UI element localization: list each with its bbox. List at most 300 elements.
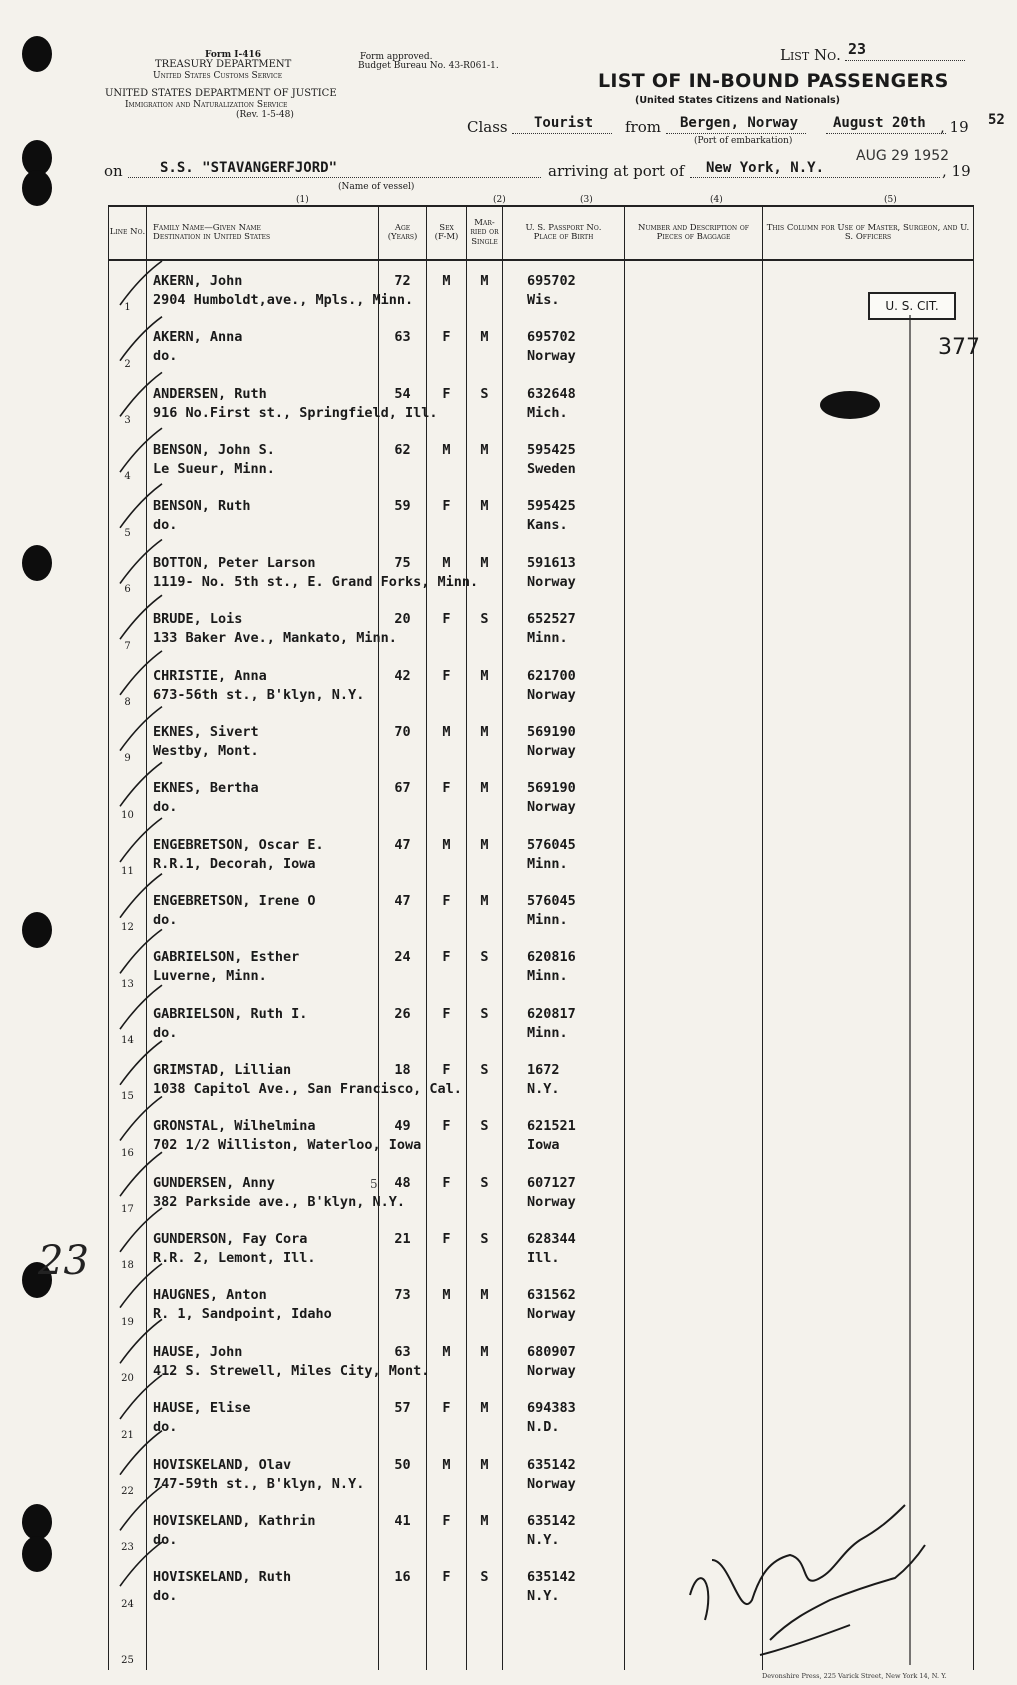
baggage-cell	[625, 656, 763, 712]
arrival-port: New York, N.Y.	[706, 160, 825, 176]
passenger-age	[379, 1388, 427, 1444]
age-value: 54	[394, 385, 411, 402]
place-of-birth: N.Y.	[527, 1588, 560, 1605]
table-row	[109, 1332, 974, 1388]
vessel-name: S.S. "STAVANGERFJORD"	[160, 160, 338, 176]
age-value: 42	[394, 667, 411, 684]
passport-cell	[503, 994, 625, 1050]
table-row	[109, 1557, 974, 1613]
class-line	[512, 133, 612, 134]
passport-number: 591613	[527, 554, 576, 571]
age-value: 21	[394, 1231, 411, 1248]
class-label: Class	[467, 118, 508, 136]
passenger-sex	[427, 768, 467, 824]
place-of-birth: Norway	[527, 742, 576, 759]
passenger-marital-status	[467, 1163, 503, 1219]
passenger-sex	[427, 543, 467, 599]
sex-value: M	[442, 442, 451, 459]
list-number-line	[845, 60, 965, 61]
line-number-value: 21	[121, 1429, 134, 1441]
passenger-age	[379, 317, 427, 373]
passenger-sex	[427, 656, 467, 712]
sex-value: F	[442, 1512, 451, 1529]
baggage-cell	[625, 937, 763, 993]
passenger-marital-status	[467, 1388, 503, 1444]
punch-hole	[22, 545, 52, 581]
passenger-marital-status	[467, 881, 503, 937]
table-row	[109, 825, 974, 881]
marital-value: S	[480, 1231, 489, 1248]
age-value: 20	[394, 611, 411, 628]
line-number	[109, 1275, 147, 1331]
passport-cell	[503, 1388, 625, 1444]
passenger-destination: do.	[153, 1588, 178, 1605]
passenger-age	[379, 1219, 427, 1275]
column-number-2: (2)	[493, 195, 506, 205]
port-line	[666, 133, 806, 134]
place-of-birth: Norway	[527, 686, 576, 703]
line-number	[109, 1332, 147, 1388]
passenger-marital-status	[467, 260, 503, 317]
header-passport-sub: Place of Birth	[533, 232, 594, 242]
baggage-cell	[625, 260, 763, 317]
passenger-sex	[427, 374, 467, 430]
header-line-no: Line No.	[109, 206, 147, 260]
table-row	[109, 430, 974, 486]
passenger-age	[379, 712, 427, 768]
arrival-year-prefix: , 19	[942, 162, 971, 180]
line-number	[109, 881, 147, 937]
line-number-value: 25	[121, 1655, 134, 1666]
table-row	[109, 1163, 974, 1219]
line-number	[109, 656, 147, 712]
passenger-age	[379, 543, 427, 599]
passport-cell	[503, 430, 625, 486]
header-name-sub: Destination in United States	[153, 232, 271, 242]
officer-use-cell	[763, 1501, 974, 1557]
baggage-cell	[625, 1275, 763, 1331]
baggage-cell	[625, 994, 763, 1050]
passenger-age	[379, 1501, 427, 1557]
line-number	[109, 599, 147, 655]
age-value: 63	[394, 329, 411, 346]
marital-value: M	[480, 1343, 489, 1360]
officer-use-cell	[763, 1163, 974, 1219]
passport-number: 595425	[527, 442, 576, 459]
passenger-name-cell	[147, 1275, 379, 1331]
line-number-value: 22	[121, 1485, 134, 1497]
passport-cell	[503, 543, 625, 599]
passenger-name: EKNES, Sivert	[153, 723, 259, 740]
place-of-birth: Iowa	[527, 1137, 560, 1154]
passenger-destination: 702 1/2 Williston, Waterloo, Iowa	[153, 1137, 422, 1154]
officer-use-cell	[763, 825, 974, 881]
marital-value: M	[480, 329, 489, 346]
baggage-cell	[625, 825, 763, 881]
passenger-destination: do.	[153, 1531, 178, 1548]
passport-number: 620817	[527, 1005, 576, 1022]
passenger-name: GRONSTAL, Wilhelmina	[153, 1118, 316, 1135]
passenger-sex	[427, 430, 467, 486]
passport-number: 695702	[527, 329, 576, 346]
passenger-marital-status	[467, 1275, 503, 1331]
age-value: 70	[394, 723, 411, 740]
passenger-marital-status	[467, 317, 503, 373]
passenger-name-cell	[147, 486, 379, 542]
sex-value: F	[442, 667, 451, 684]
line-number-value: 2	[124, 358, 131, 370]
passport-number: 576045	[527, 836, 576, 853]
officer-use-cell	[763, 768, 974, 824]
baggage-cell	[625, 881, 763, 937]
passenger-marital-status	[467, 1332, 503, 1388]
baggage-cell	[625, 317, 763, 373]
table-row	[109, 1445, 974, 1501]
place-of-birth: Minn.	[527, 1024, 568, 1041]
table-row	[109, 260, 974, 317]
place-of-birth: Minn.	[527, 630, 568, 647]
baggage-cell	[625, 712, 763, 768]
age-value: 47	[394, 892, 411, 909]
passenger-name-cell	[147, 599, 397, 655]
age-value: 57	[394, 1400, 411, 1417]
age-value	[379, 1614, 426, 1626]
passenger-sex	[427, 1163, 467, 1219]
table-row	[109, 881, 974, 937]
column-number-4: (4)	[710, 195, 723, 205]
place-of-birth: Norway	[527, 1475, 576, 1492]
officer-use-cell	[763, 1388, 974, 1444]
passport-number: 628344	[527, 1231, 576, 1248]
passenger-destination: R.R. 2, Lemont, Ill.	[153, 1250, 316, 1267]
passport-number: 607127	[527, 1174, 576, 1191]
passport-cell	[503, 1614, 625, 1670]
sex-value: M	[442, 273, 451, 289]
place-of-birth: Norway	[527, 1193, 576, 1210]
passenger-age	[379, 1106, 427, 1162]
officer-use-cell	[763, 1106, 974, 1162]
passenger-sex	[427, 1557, 467, 1613]
passenger-age	[379, 486, 427, 542]
baggage-cell	[625, 768, 763, 824]
table-row	[109, 1219, 974, 1275]
officer-use-cell	[763, 1219, 974, 1275]
table-row	[109, 712, 974, 768]
passenger-destination: do.	[153, 1024, 178, 1041]
table-row	[109, 599, 974, 655]
passenger-marital-status	[467, 486, 503, 542]
year-value: 52	[988, 112, 1005, 128]
officer-use-cell	[763, 656, 974, 712]
passenger-sex	[427, 1332, 467, 1388]
line-number	[109, 1501, 147, 1557]
line-number-value: 14	[121, 1035, 134, 1047]
table-header	[109, 206, 974, 260]
baggage-cell	[625, 1388, 763, 1444]
line-number	[109, 1445, 147, 1501]
passenger-marital-status	[467, 656, 503, 712]
passenger-name-cell	[147, 430, 379, 486]
sex-value: F	[442, 892, 451, 909]
passenger-age	[379, 430, 427, 486]
passenger-age	[379, 1163, 427, 1219]
passenger-destination: 1119- No. 5th st., E. Grand Forks, Minn.	[153, 573, 479, 590]
arrival-date-stamp: AUG 29 1952	[856, 148, 950, 164]
passport-number: 595425	[527, 498, 576, 515]
table-row	[109, 994, 974, 1050]
line-number-value: 24	[121, 1598, 134, 1610]
header-name	[147, 206, 379, 260]
line-number	[109, 260, 147, 317]
place-of-birth: Kans.	[527, 517, 568, 534]
baggage-cell	[625, 543, 763, 599]
baggage-cell	[625, 599, 763, 655]
baggage-cell	[625, 1332, 763, 1388]
passenger-name: CHRISTIE, Anna	[153, 667, 267, 684]
passenger-marital-status	[467, 374, 503, 430]
header-officers: This Column for Use of Master, Surgeon, and U. S. Officers	[763, 206, 974, 260]
table-row	[109, 374, 974, 430]
sex-value: F	[442, 1400, 451, 1417]
passport-number: 1672	[527, 1062, 560, 1079]
header-age	[379, 206, 427, 260]
line-number	[109, 317, 147, 373]
passenger-age	[379, 599, 427, 655]
passenger-name: HAUGNES, Anton	[153, 1287, 267, 1304]
passenger-name-cell	[147, 881, 379, 937]
punch-hole	[22, 36, 52, 72]
passport-cell	[503, 1557, 625, 1613]
baggage-cell	[625, 1501, 763, 1557]
table-row	[109, 543, 974, 599]
passenger-marital-status	[467, 937, 503, 993]
budget-bureau: Budget Bureau No. 43-R061-1.	[358, 61, 499, 71]
line-number-value: 23	[121, 1542, 134, 1554]
passenger-name-cell	[147, 317, 379, 373]
form-number: Form I-416	[205, 50, 262, 60]
marital-value: S	[480, 1569, 489, 1586]
passport-cell	[503, 768, 625, 824]
arriving-label: arriving at port of	[548, 162, 685, 180]
line-number	[109, 937, 147, 993]
passenger-marital-status	[467, 1614, 503, 1670]
passenger-name: AKERN, John	[153, 273, 243, 289]
passport-cell	[503, 260, 625, 317]
passenger-name: AKERN, Anna	[153, 329, 243, 346]
class-value: Tourist	[534, 115, 594, 131]
age-value: 26	[394, 1005, 411, 1022]
sex-value: M	[442, 1456, 451, 1473]
passenger-destination: 2904 Humboldt,ave., Mpls., Minn.	[153, 292, 414, 308]
passenger-name: BRUDE, Lois	[153, 611, 243, 628]
marital-value: S	[480, 1118, 489, 1135]
officer-use-cell	[763, 937, 974, 993]
officer-use-cell	[763, 881, 974, 937]
officer-use-cell	[763, 430, 974, 486]
table-row	[109, 1501, 974, 1557]
line-number-value: 3	[124, 415, 131, 427]
marital-value: M	[480, 780, 489, 797]
sex-value: F	[442, 1118, 451, 1135]
passenger-sex	[427, 1614, 467, 1670]
passport-cell	[503, 656, 625, 712]
departure-date: August 20th	[833, 115, 926, 131]
treasury-department: TREASURY DEPARTMENT	[155, 59, 292, 70]
marital-value: S	[480, 1005, 489, 1022]
line-number	[109, 374, 147, 430]
passport-cell	[503, 1501, 625, 1557]
punch-hole	[22, 1504, 52, 1540]
place-of-birth: Sweden	[527, 461, 576, 478]
sex-value: F	[442, 949, 451, 966]
passenger-name: HOVISKELAND, Ruth	[153, 1569, 292, 1586]
passport-number: 569190	[527, 780, 576, 797]
line-number-value: 12	[121, 922, 134, 934]
passenger-sex	[427, 1388, 467, 1444]
table-row	[109, 1275, 974, 1331]
passenger-age	[379, 825, 427, 881]
marital-value: S	[480, 611, 489, 628]
passport-cell	[503, 599, 625, 655]
passenger-name-cell	[147, 937, 379, 993]
passport-number: 620816	[527, 949, 576, 966]
marital-value: M	[480, 1456, 489, 1473]
passenger-destination: Westby, Mont.	[153, 742, 259, 759]
passport-cell	[503, 1163, 625, 1219]
passenger-destination: do.	[153, 799, 178, 816]
header-passport-main: U. S. Passport No.	[525, 222, 602, 233]
passenger-name: GUNDERSON, Fay Cora	[153, 1231, 308, 1248]
line-number	[109, 1106, 147, 1162]
ins-service: Immigration and Naturalization Service	[125, 100, 288, 110]
marital-value: M	[480, 723, 489, 740]
us-citizen-stamp: U. S. CIT.	[868, 292, 956, 320]
passenger-name-cell	[147, 825, 379, 881]
line-number	[109, 486, 147, 542]
table-row	[109, 317, 974, 373]
place-of-birth: Minn.	[527, 911, 568, 928]
line-number	[109, 825, 147, 881]
passenger-marital-status	[467, 599, 503, 655]
header-age-main: Age	[394, 222, 411, 233]
passenger-name: ANDERSEN, Ruth	[153, 385, 267, 402]
passenger-age	[379, 994, 427, 1050]
passenger-name: ENGEBRETSON, Irene O	[153, 892, 316, 909]
sex-value: F	[442, 1005, 451, 1022]
baggage-cell	[625, 1557, 763, 1613]
passport-number: 621521	[527, 1118, 576, 1135]
header-name-main: Family Name—Given Name	[153, 222, 261, 233]
line-number-value: 19	[121, 1316, 134, 1328]
table-row	[109, 1388, 974, 1444]
sex-value: F	[442, 1174, 451, 1191]
officer-use-cell	[763, 1332, 974, 1388]
baggage-cell	[625, 486, 763, 542]
sex-value: M	[442, 836, 451, 853]
line-number-value: 11	[121, 865, 134, 877]
age-value: 75	[394, 554, 411, 571]
passenger-age	[379, 937, 427, 993]
column-number-3: (3)	[580, 195, 593, 205]
line-number	[109, 994, 147, 1050]
passport-number: 569190	[527, 723, 576, 740]
passport-number: 635142	[527, 1569, 576, 1586]
line-number-value: 5	[124, 527, 131, 539]
passenger-name-cell	[147, 712, 379, 768]
passenger-name: GABRIELSON, Esther	[153, 949, 300, 966]
place-of-birth: Minn.	[527, 855, 568, 872]
form-subtitle: (United States Citizens and Nationals)	[635, 95, 841, 106]
age-value: 16	[394, 1569, 411, 1586]
sex-value: F	[442, 1231, 451, 1248]
passport-cell	[503, 486, 625, 542]
age-value: 67	[394, 780, 411, 797]
line-number	[109, 1388, 147, 1444]
passport-number: 621700	[527, 667, 576, 684]
passenger-age	[379, 768, 427, 824]
line-number-value: 13	[121, 978, 134, 990]
passenger-destination: 673-56th st., B'klyn, N.Y.	[153, 686, 365, 703]
passenger-age	[379, 1445, 427, 1501]
passport-number: 631562	[527, 1287, 576, 1304]
passport-cell	[503, 1275, 625, 1331]
from-label: from	[625, 118, 661, 136]
age-value: 24	[394, 949, 411, 966]
line-number-value: 15	[121, 1091, 134, 1103]
passenger-destination: 382 Parkside ave., B'klyn, N.Y.	[153, 1193, 405, 1210]
baggage-cell	[625, 374, 763, 430]
table-row	[109, 656, 974, 712]
marital-value: S	[480, 385, 489, 402]
line-number-value: 10	[121, 809, 134, 821]
passport-number: 694383	[527, 1400, 576, 1417]
marital-value: S	[480, 949, 489, 966]
line-number	[109, 430, 147, 486]
passenger-name-cell	[147, 1219, 379, 1275]
passenger-sex	[427, 1219, 467, 1275]
officer-use-cell	[763, 1614, 974, 1670]
sex-value: F	[442, 329, 451, 346]
passenger-age	[379, 1557, 427, 1613]
line-number-value: 1	[124, 302, 131, 314]
passenger-sex	[427, 599, 467, 655]
passenger-marital-status	[467, 1501, 503, 1557]
age-value: 63	[394, 1343, 411, 1360]
form-title: LIST OF IN-BOUND PASSENGERS	[598, 70, 949, 92]
header-married: Mar- ried or Single	[467, 206, 503, 260]
baggage-cell	[625, 1106, 763, 1162]
line-number-value: 9	[124, 753, 131, 765]
passenger-name: HOVISKELAND, Olav	[153, 1456, 292, 1473]
passenger-age	[379, 881, 427, 937]
officer-use-cell	[763, 1557, 974, 1613]
passenger-sex	[427, 1106, 467, 1162]
marital-value: M	[480, 554, 489, 571]
passenger-marital-status	[467, 1050, 503, 1106]
line-number	[109, 1219, 147, 1275]
passenger-name-cell	[147, 994, 379, 1050]
passenger-age	[379, 656, 427, 712]
passport-cell	[503, 1445, 625, 1501]
passenger-destination: 412 S. Strewell, Miles City, Mont.	[153, 1362, 430, 1379]
passenger-name-cell	[147, 1557, 379, 1613]
passenger-destination: do.	[153, 1419, 178, 1436]
form-approved: Form approved.	[360, 52, 433, 62]
year-prefix: , 19	[940, 118, 969, 136]
baggage-cell	[625, 1163, 763, 1219]
passenger-age	[379, 1332, 427, 1388]
margin-handwritten-23: 23	[38, 1238, 89, 1284]
